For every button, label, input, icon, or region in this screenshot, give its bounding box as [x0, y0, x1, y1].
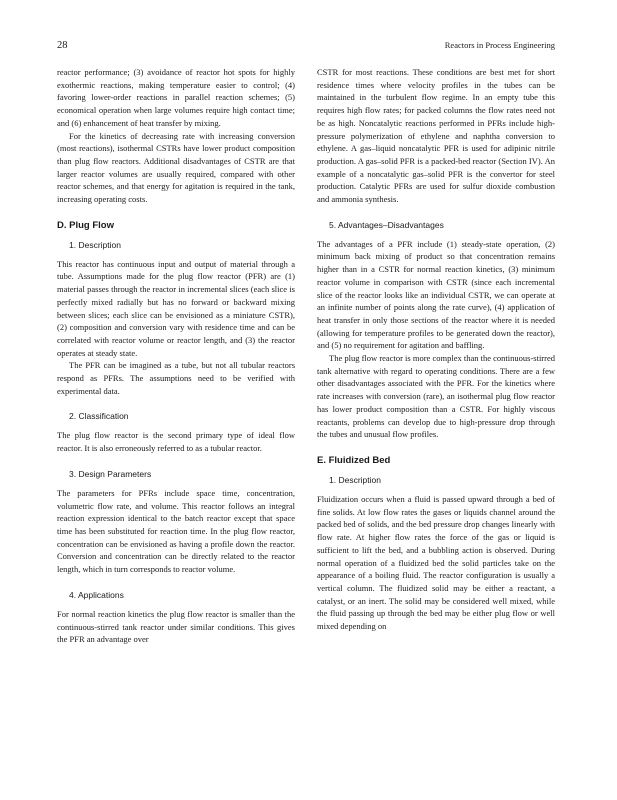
subsection-heading: 1. Description — [69, 239, 121, 250]
section-heading-plug-flow: D. Plug Flow — [57, 219, 114, 231]
paragraph: For the kinetics of decreasing rate with increasing conversion (most reactions), isothermal CSTRs have lower product composition than plug flow reactors. Additional disadvantages of CSTR are that larger reactor volumes are usually required, compared with other reactor schemes, and that energy for agitation is required in the tank, increasing operating costs. — [57, 130, 295, 205]
left-column — [57, 66, 295, 646]
paragraph: The PFR can be imagined as a tube, but not all tubular reactors respond as PFRs. The assumptions need to be verified with experimental data. — [57, 360, 295, 396]
subsection-heading: 1. Description — [329, 474, 381, 485]
paragraph: CSTR for most reactions. These conditions are best met for short residence times where velocity profiles in the tubes can be maintained in the turbulent flow regime. In an empty tube this requires high flow rates; for packed columns the flow rates need not be as high. Noncatalytic reactions performed in PFRs include high-pressure polymerization of ethylene and naphtha conversion to ethylene. A gas–liquid noncatalytic PFR is used for adipinic nitrile production. A gas–solid PFR is a packed-bed reactor (Section IV). An example of a noncatalytic gas–solid PFR is the convertor for steel production. Catalytic PFRs are used for sulfur dioxide combustion and ammonia synthesis. — [317, 67, 555, 205]
paragraph: The advantages of a PFR include (1) steady-state operation, (2) minimum back mixing of product so that concentration remains higher than in a CSTR for normal reaction kinetics, (3) minimum reactor volume in comparison with CSTR (since each incremental slice of the reactor looks like an individual CSTR, we can operate at an infinite number of points along the rate curve), (4) application of heat transfer in only those sections of the reactor where it is needed (allowing for temperature profiles to be generated down the reactor), and (5) no requirement for agitation and baffling. — [317, 238, 555, 351]
subsection-heading: 2. Classification — [69, 411, 129, 422]
running-head: Reactors in Process Engineering — [444, 40, 555, 50]
paragraph: The parameters for PFRs include space time, concentration, volumetric flow rate, and volume. This reactor follows an integral reaction expression identical to the batch reactor except that space time has been substituted for reaction time. In the plug flow reactor, concentration can be envisioned as having a profile down the reactor. Conversion and concentration can be directly related to the reactor length, which in turn corresponds to reactor volume. — [57, 487, 295, 575]
section-heading-fluidized-bed: E. Fluidized Bed — [317, 454, 391, 466]
subsection-heading: 3. Design Parameters — [69, 468, 152, 479]
paragraph: For normal reaction kinetics the plug flow reactor is smaller than the continuous-stirred tank reactor under similar conditions. This gives the PFR an advantage over — [57, 608, 295, 645]
paragraph: The plug flow reactor is the second primary type of ideal flow reactor. It is also erroneously referred to as a tubular reactor. — [57, 430, 295, 454]
right-column — [317, 66, 555, 633]
paragraph: Fluidization occurs when a fluid is passed upward through a bed of fine solids. At low flow rates the gases or liquids channel around the packed bed of solids, and the bed pressure drop changes linearly with flow rate. At higher flow rates the force of the gas or liquid is sufficient to lift the bed, and a bubbling action is observed. During normal operation of a fluidized bed the solid particles take on the appearance of a boiling fluid. The reactor configuration is usually a vertical column. The fluidized solid may be either a reactant, a catalyst, or an inert. The solid may be considered well mixed, while the fluid passing up through the bed may be either plug flow or well mixed depending on — [317, 493, 555, 632]
subsection-heading: 4. Applications — [69, 589, 124, 600]
subsection-heading: 5. Advantages–Disadvantages — [329, 219, 444, 230]
paragraph: reactor performance; (3) avoidance of reactor hot spots for highly exothermic reactions, making temperature easier to control; (4) favoring lower-order reactions in parallel reaction schemes; (5) economical operation when large volumes require high contact time; and (6) enhancement of heat transfer by mixing. — [57, 67, 295, 128]
paragraph: The plug flow reactor is more complex than the continuous-stirred tank alternative with regard to operating conditions. There are a few other disadvantages associated with the PFR. For the kinetics where rate increases with conversion (rare), an isothermal plug flow reactor has lower product composition than a CSTR. For highly viscous reactants, problems can develop due to high-pressure drop through the tubes and unusual flow profiles. — [317, 353, 555, 440]
paragraph: This reactor has continuous input and output of material through a tube. Assumptions made for the plug flow reactor (PFR) are (1) material passes through the reactor in incremental slices (each slice is perfectly mixed radially but has no forward or backward mixing between slices; each slice can be envisioned as a miniature CSTR), (2) composition and conversion vary with residence time and can be correlated with reactor volume or reactor length, and (3) the reactor operates at steady state. — [57, 258, 295, 358]
page-number: 28 — [57, 40, 68, 51]
page-header — [57, 40, 555, 54]
